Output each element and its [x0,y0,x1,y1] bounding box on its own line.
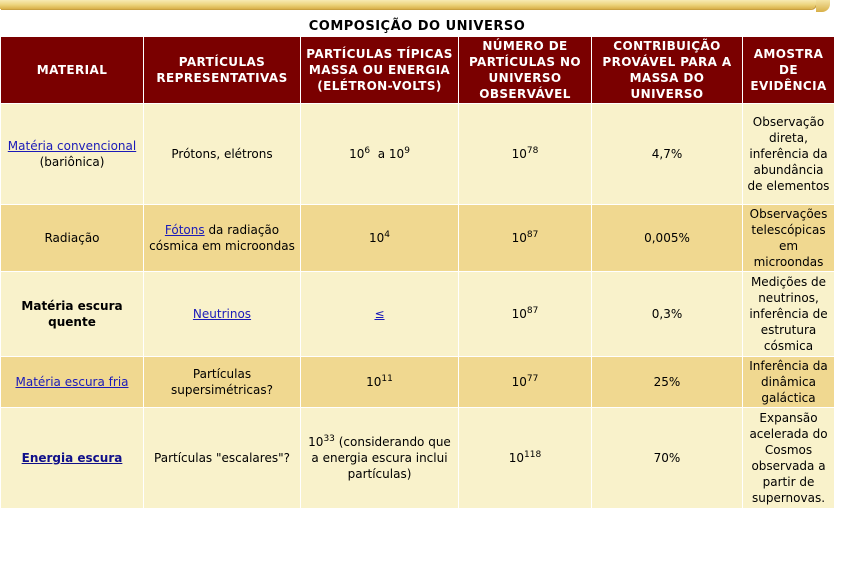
cell-contribution: 25% [592,357,743,408]
mass-base: 10 [308,435,324,449]
link-neutrinos[interactable]: Neutrinos [192,307,252,321]
decorative-top-bar-edge [816,0,830,12]
mass-exponent: 6 [364,146,371,156]
cell-particle-count [459,272,592,357]
mass-exponent: 4 [384,230,390,240]
table-title: COMPOSIÇÃO DO UNIVERSO [308,19,526,34]
header-particle-count: NÚMERO DE PARTÍCULAS NO UNIVERSO OBSERVÁVEL [459,37,592,104]
cell-mass-energy [301,104,459,205]
cell-particles [144,272,301,357]
count-exponent: 118 [524,450,542,460]
cell-particles [144,205,301,272]
mass-base: 10 [388,147,405,161]
count-exponent: 77 [526,374,539,384]
cell-mass-energy [301,357,459,408]
cell-mass-energy [301,272,459,357]
link-energia-escura[interactable]: Energia escura [21,451,123,465]
cell-mass-energy [301,408,459,509]
cell-mass-energy [301,205,459,272]
table-row [1,357,835,408]
mass-base: 10 [368,231,385,245]
cell-material: Matéria escura quente [1,272,144,357]
cell-contribution: 0,005% [592,205,743,272]
table-row [1,272,835,357]
header-mass-energy: PARTÍCULAS TÍPICAS MASSA OU ENERGIA (ELÉTRON-VOLTS) [301,37,459,104]
mass-base: 10 [349,147,365,161]
universe-composition-table [0,36,835,509]
cell-material [1,357,144,408]
cell-material [1,408,144,509]
cell-particles: Partículas supersimétricas? [144,357,301,408]
table-row [1,104,835,205]
cell-particle-count [459,408,592,509]
cell-contribution: 4,7% [592,104,743,205]
cell-evidence: Observação direta, inferência da abundância de elementos [743,104,835,205]
link-materia-escura-fria[interactable]: Matéria escura fria [15,375,129,389]
link-fotons[interactable]: Fótons [164,223,205,237]
mass-base: 10 [366,375,382,389]
cell-material [1,104,144,205]
cell-particle-count [459,104,592,205]
count-base: 10 [511,231,527,245]
mass-note: (considerando que a energia escura inclui partículas) [311,435,451,481]
mass-exponent: 33 [323,434,335,444]
count-exponent: 78 [526,146,539,156]
cell-evidence: Inferência da dinâmica galáctica [743,357,835,408]
count-base: 10 [511,147,527,161]
link-materia-convencional[interactable]: Matéria convencional [7,139,137,153]
decorative-top-bar [0,0,816,9]
cell-evidence: Observações telescópicas em microondas [743,205,835,272]
cell-particle-count [459,357,592,408]
material-note: (bariônica) [39,155,105,169]
table-row [1,408,835,509]
count-base: 10 [511,375,527,389]
header-material: MATERIAL [1,37,144,104]
table-row [1,205,835,272]
count-base: 10 [511,307,527,321]
header-row [1,37,835,104]
header-evidence: AMOSTRA DE EVIDÊNCIA [743,37,835,104]
cell-contribution: 70% [592,408,743,509]
header-contribution: CONTRIBUIÇÃO PROVÁVEL PARA A MASSA DO UNIVERSO [592,37,743,104]
mass-connector: a [377,147,386,161]
header-particles: PARTÍCULAS REPRESENTATIVAS [144,37,301,104]
cell-contribution: 0,3% [592,272,743,357]
link-less-or-equal[interactable]: ≤ [374,307,385,321]
cell-evidence: Expansão acelerada do Cosmos observada a partir de supernovas. [743,408,835,509]
cell-particles: Prótons, elétrons [144,104,301,205]
cell-particle-count [459,205,592,272]
mass-exponent: 9 [404,146,410,156]
mass-exponent: 11 [381,374,393,384]
count-base: 10 [508,451,525,465]
cell-material: Radiação [1,205,144,272]
cell-evidence: Medições de neutrinos, inferência de estrutura cósmica [743,272,835,357]
count-exponent: 87 [526,230,539,240]
particles-description: da radiação cósmica em microondas [149,223,295,253]
cell-particles: Partículas "escalares"? [144,408,301,509]
count-exponent: 87 [526,306,539,316]
